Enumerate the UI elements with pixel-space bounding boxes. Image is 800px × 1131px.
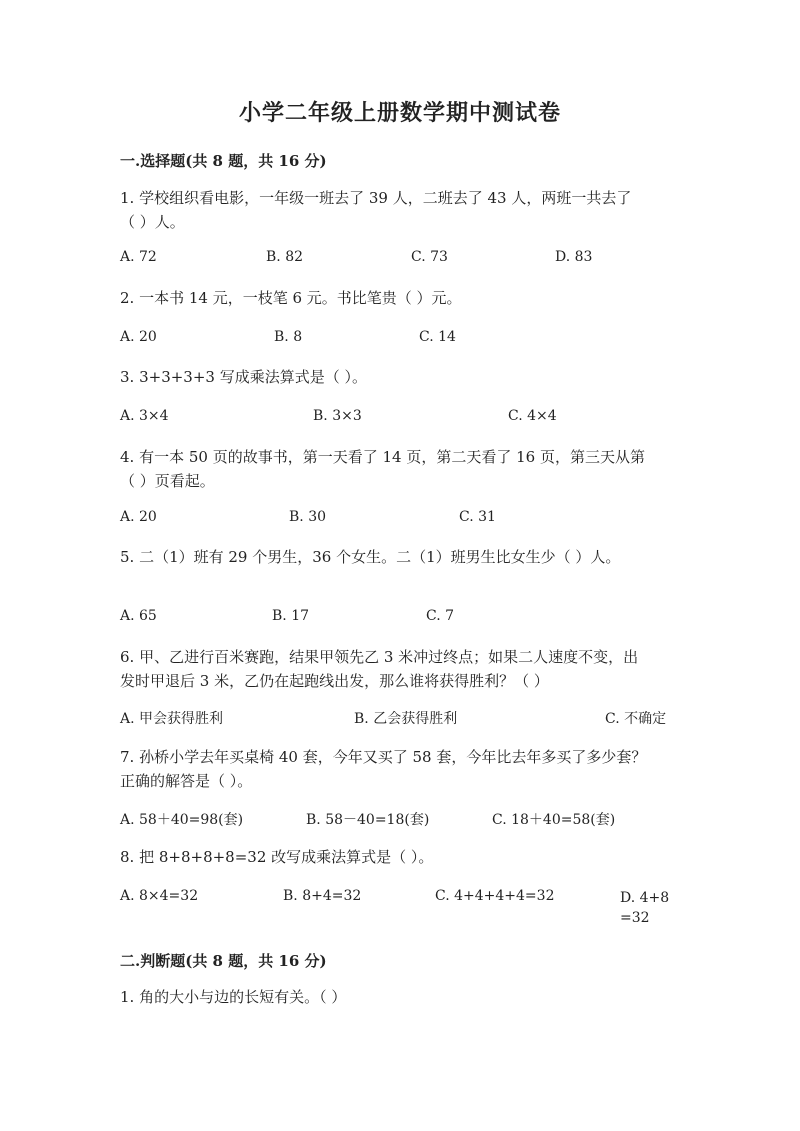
section-heading-multiple-choice: 一.选择题(共 8 题，共 16 分): [120, 152, 327, 170]
question-text-line: 4. 有一本 50 页的故事书，第一天看了 14 页，第二天看了 16 页，第三天从第: [120, 448, 645, 466]
option-a[interactable]: A. 8×4=32: [120, 888, 199, 904]
question-5-options: [120, 608, 680, 632]
option-c[interactable]: C. 不确定: [605, 711, 667, 727]
option-d[interactable]: D. 83: [555, 249, 593, 265]
question-4-options: [120, 509, 680, 533]
option-b[interactable]: B. 3×3: [313, 408, 362, 424]
section-heading-true-false: 二.判断题(共 8 题，共 16 分): [120, 952, 327, 970]
option-b[interactable]: B. 30: [289, 509, 327, 525]
question-3-options: [120, 408, 680, 432]
option-a[interactable]: A. 65: [120, 608, 157, 624]
question-1-options: [120, 249, 680, 273]
question-2: [120, 286, 672, 310]
question-4: [120, 445, 672, 493]
question-text-line: 发时甲退后 3 米，乙仍在起跑线出发，那么谁将获得胜利？（ ）: [120, 672, 549, 690]
option-c[interactable]: C. 18＋40=58(套): [492, 812, 616, 828]
question-text-line: 正确的解答是（ ）。: [120, 772, 253, 790]
option-a[interactable]: A. 72: [120, 249, 157, 265]
question-6-options: [120, 708, 680, 732]
question-text-line: 1. 角的大小与边的长短有关。（ ）: [120, 988, 347, 1006]
question-2-options: [120, 329, 680, 353]
option-b[interactable]: B. 乙会获得胜利: [354, 711, 458, 727]
option-a[interactable]: A. 20: [120, 509, 157, 525]
question-7-options: [120, 809, 680, 833]
question-text-line: 6. 甲、乙进行百米赛跑，结果甲领先乙 3 米冲过终点；如果二人速度不变，出: [120, 648, 639, 666]
option-c[interactable]: C. 4×4: [508, 408, 557, 424]
exam-title: 小学二年级上册数学期中测试卷: [238, 100, 561, 126]
question-text-line: 3. 3+3+3+3 写成乘法算式是（ ）。: [120, 368, 367, 386]
option-b[interactable]: B. 82: [266, 249, 304, 265]
option-d[interactable]: D. 4+8=32: [620, 890, 670, 926]
option-b[interactable]: B. 8+4=32: [283, 888, 362, 904]
question-1: [120, 186, 672, 234]
question-5: [120, 545, 672, 569]
option-b[interactable]: B. 58－40=18(套): [306, 812, 430, 828]
question-8-options: [120, 888, 680, 926]
option-a[interactable]: A. 3×4: [120, 408, 169, 424]
option-c[interactable]: C. 31: [459, 509, 496, 525]
question-text-line: 1. 学校组织看电影，一年级一班去了 39 人，二班去了 43 人，两班一共去了: [120, 189, 632, 207]
question-6: [120, 645, 672, 693]
question-text-line: 5. 二（1）班有 29 个男生，36 个女生。二（1）班男生比女生少（ ）人。: [120, 548, 621, 566]
question-text-line: （ ）页看起。: [120, 472, 215, 490]
question-text-line: 8. 把 8+8+8+8=32 改写成乘法算式是（ ）。: [120, 848, 434, 866]
question-8: [120, 845, 672, 869]
question-3: [120, 365, 672, 389]
question-text-line: 2. 一本书 14 元，一枝笔 6 元。书比笔贵（ ）元。: [120, 289, 462, 307]
option-c[interactable]: C. 14: [419, 329, 456, 345]
option-b[interactable]: B. 8: [274, 329, 303, 345]
option-a[interactable]: A. 甲会获得胜利: [120, 711, 224, 727]
question-text-line: 7. 孙桥小学去年买桌椅 40 套，今年又买了 58 套，今年比去年多买了多少套？: [120, 748, 647, 766]
option-c[interactable]: C. 4+4+4+4=32: [435, 888, 555, 904]
question-text-line: （ ）人。: [120, 213, 185, 231]
option-c[interactable]: C. 7: [426, 608, 455, 624]
option-a[interactable]: A. 20: [120, 329, 157, 345]
judgement-question-1: [120, 985, 672, 1009]
option-c[interactable]: C. 73: [411, 249, 448, 265]
question-7: [120, 745, 672, 793]
option-b[interactable]: B. 17: [272, 608, 310, 624]
option-a[interactable]: A. 58＋40=98(套): [120, 812, 244, 828]
